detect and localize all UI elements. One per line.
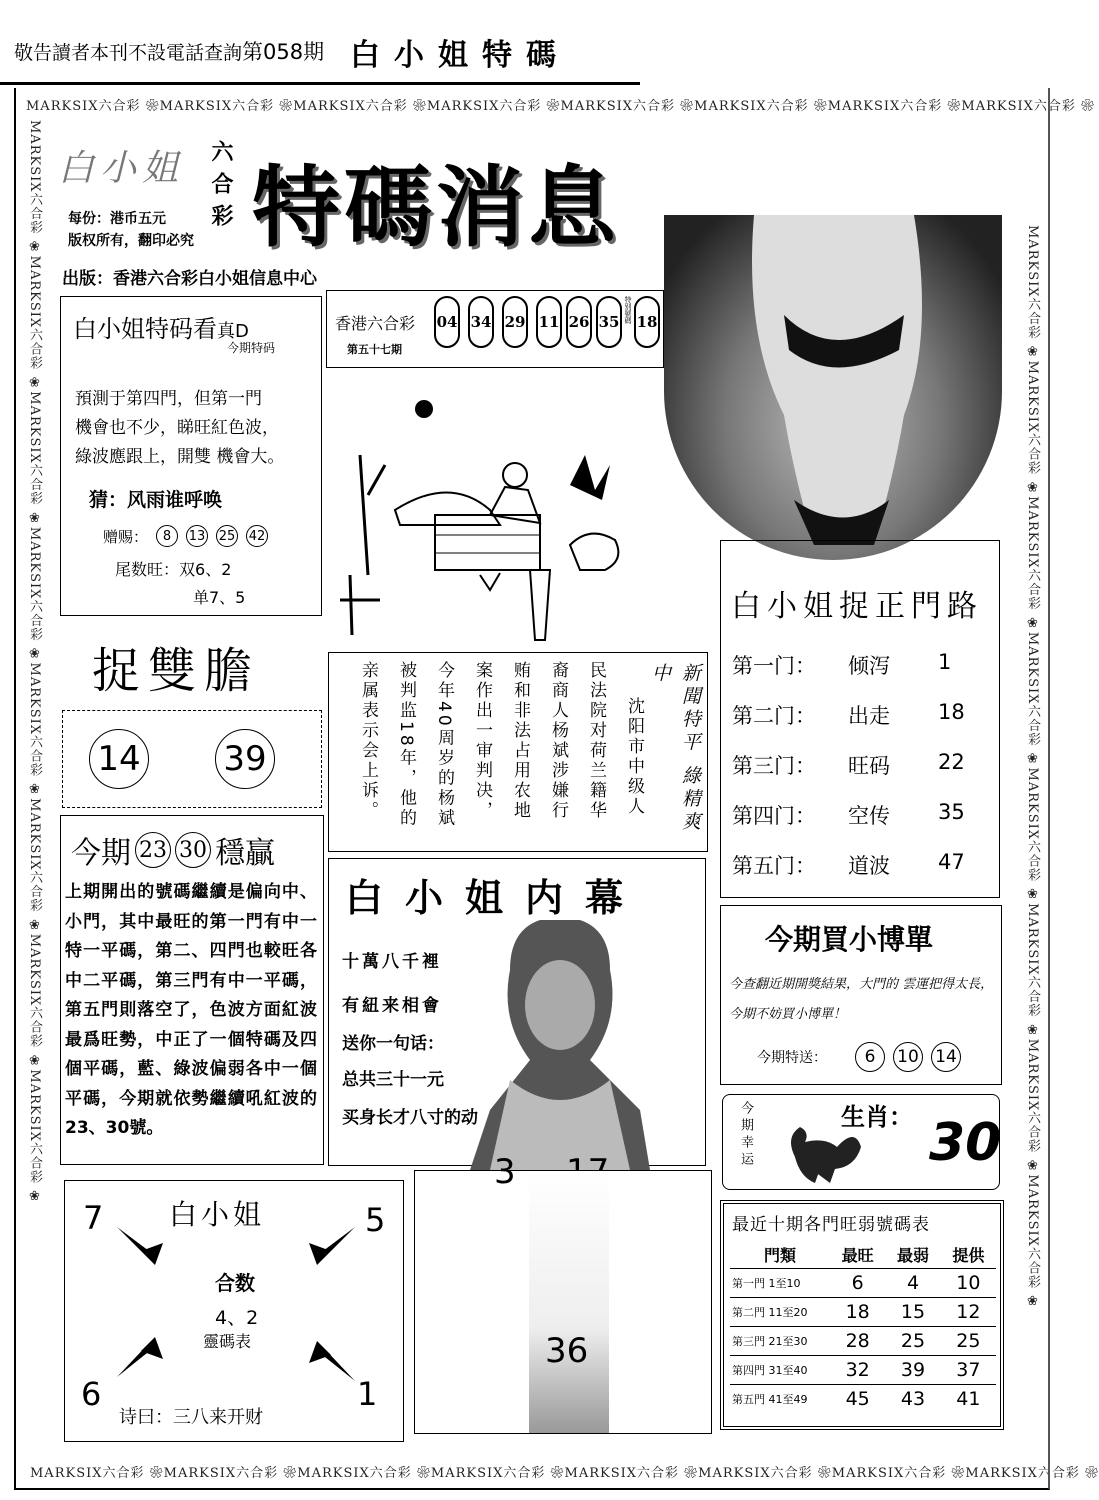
stats-header-row [730,1240,996,1269]
stats-give: 37 [941,1356,996,1385]
rooster-icon [775,1117,865,1187]
stats-door: 第三門 21至30 [730,1327,830,1356]
stats-min: 43 [885,1385,940,1414]
news-column: 案作出一审判决， [472,661,492,821]
inside-title: 白小姐内幕 [345,875,646,920]
door-number: 18 [938,700,965,724]
small-bet-send-label: 今期特送： [757,1050,827,1066]
special-label: 特别號碼 [624,296,632,324]
door-label: 第五门： [732,854,816,878]
compass-corner: 5 [365,1201,386,1239]
tema-prediction [75,385,284,472]
zodiac-lucky: 今期幸运 [738,1101,753,1169]
scene-illustration [340,395,650,645]
stats-row [730,1327,996,1356]
door-row [732,700,965,750]
right-frame-strip: MARKSIX六合彩 ❀MARKSIX六合彩 ❀MARKSIX六合彩 ❀MARKSIX六合彩 ❀MARKSIX六合彩 ❀MARKSIX六合彩 ❀MARKSIX六合彩 ❀MARKSIX六合彩 ❀ [1025,225,1040,1311]
compass-sum-value: 4、2 [215,1307,259,1329]
zodiac-label: 生肖： [841,1103,913,1131]
zodiac-number: 30 [929,1113,1002,1173]
compass-poem: 诗曰：三八来开财 [119,1407,263,1428]
news-column: 裔商人杨斌涉嫌行 [548,661,568,821]
tail-double: 双6、2 [179,560,232,579]
compass-box [64,1180,404,1442]
compass-corner: 1 [357,1375,378,1413]
header-title: 白小姐特碼 [350,38,570,73]
masthead-publisher: 出版：香港六合彩白小姐信息中心 [62,269,317,289]
gift-number: 8 [156,525,178,547]
stats-give: 25 [941,1327,996,1356]
special-ball: 18 [634,296,660,348]
header-rule [640,0,646,82]
stats-title: 最近十期各門旺弱號碼表 [732,1215,930,1235]
lower-photo-number: 36 [545,1331,589,1371]
win-number: 23 [135,832,171,868]
stats-max: 45 [830,1385,885,1414]
stats-door: 第二門 11至20 [730,1298,830,1327]
stats-header: 提供 [952,1245,985,1265]
result-ball: 26 [566,296,592,348]
win-number: 30 [175,832,211,868]
door-label: 第一门： [732,654,816,678]
prediction-line: 預測于第四門，但第一門 [75,389,262,409]
compass-corner: 7 [83,1199,104,1237]
news-column: 亲属表示会上诉。 [358,661,378,821]
result-ball: 34 [468,296,494,348]
stats-give: 41 [941,1385,996,1414]
small-bet-title: 今期買小博單 [765,923,934,956]
tail-single: 单7、5 [193,588,246,607]
result-ball: 04 [434,296,460,348]
doors-title: 白小姐捉正門路 [731,589,983,624]
stats-header: 最旺 [841,1245,874,1265]
left-frame-strip: MARKSIX六合彩 ❀MARKSIX六合彩 ❀MARKSIX六合彩 ❀MARKSIX六合彩 ❀MARKSIX六合彩 ❀MARKSIX六合彩 ❀MARKSIX六合彩 ❀MARKSIX六合彩 ❀ [27,120,42,1206]
doors-list [732,650,965,900]
door-label: 第三门： [732,754,816,778]
small-bet-number: 6 [855,1042,885,1072]
catch-number: 14 [89,729,149,789]
zodiac-box [722,1094,1000,1190]
guess-label: 猜： [89,489,128,511]
small-bet-number: 10 [893,1042,923,1072]
compass-title: 白小姐 [169,1198,266,1231]
inside-line: 十萬八千裡 [342,952,442,972]
door-word: 倾泻 [848,654,890,678]
stats-row [730,1298,996,1327]
prediction-line: 機會也不少，睇旺紅色波， [75,418,279,438]
model-photo [664,215,1002,560]
stats-header: 門類 [763,1245,796,1265]
masthead-big-title: 特碼消息 [252,155,621,259]
masthead-liuhecai: 六合彩 [208,140,233,236]
tema-title: 白小姐特码看 [73,315,217,343]
masthead-price: 每份：港币五元 [68,211,166,227]
inside-photo [470,910,650,1170]
inside-line: 送你一句话： [342,1034,444,1054]
compass-table-label: 靈碼表 [203,1332,252,1351]
stats-give: 10 [941,1269,996,1298]
stats-row [730,1269,996,1298]
compass-corner: 6 [81,1375,102,1413]
results-issue: 第五十七期 [347,343,402,356]
win-body: 上期開出的號碼繼續是偏向中、小門，其中最旺的第一門有中一特一平碼，第二、四門也較旺各中二平碼，第三門有中一平碼，第五門則落空了，色波方面紅波最爲旺勢，中正了一個特碼及四個平碼，藍、綠波偏弱各中一個平碼，今期就依勢繼續吼紅波的23、30號。 [65,882,317,1138]
stats-box [720,1200,1004,1430]
stats-min: 15 [885,1298,940,1327]
inside-lines [342,940,478,1136]
stats-door: 第四門 31至40 [730,1356,830,1385]
stats-max: 18 [830,1298,885,1327]
inside-photo-art [470,910,650,1170]
gift-number: 42 [246,525,268,547]
news-column: 今年40周岁的杨斌 [434,661,454,829]
gift-label: 赠赐： [103,527,149,546]
header-bar [0,0,640,85]
stats-door: 第五門 41至49 [730,1385,830,1414]
stats-min: 4 [885,1269,940,1298]
guess-text: 风雨谁呼唤 [127,489,223,511]
stats-max: 6 [830,1269,885,1298]
catch-number: 39 [215,729,275,789]
small-bet-box [720,905,1002,1085]
door-label: 第二门： [732,704,816,728]
stats-max: 32 [830,1356,885,1385]
scene-drawing [340,395,650,645]
tema-box [60,296,322,616]
gift-number: 25 [216,525,238,547]
result-ball: 35 [596,296,622,348]
inside-line: 买身长才八寸的动 [342,1108,478,1128]
stats-door: 第一門 1至10 [730,1269,830,1298]
news-box [328,652,708,852]
small-bet-number: 14 [931,1042,961,1072]
inside-line: 总共三十一元 [342,1070,444,1090]
win-title-prefix: 今期 [71,836,131,871]
tema-title-suffix: 真D [217,321,249,342]
tema-subtitle: 今期特码 [227,341,276,355]
stats-give: 12 [941,1298,996,1327]
door-number: 35 [938,800,965,824]
header-issue: 第058期 [242,40,325,64]
win-title-suffix: 穩贏 [215,836,275,871]
door-number: 22 [938,750,965,774]
stats-min: 25 [885,1327,940,1356]
masthead-rights: 版权所有，翻印必究 [68,233,194,249]
news-column: 沈阳市中级人 [624,697,644,817]
door-word: 出走 [848,704,890,728]
compass-sum-label: 合数 [215,1271,255,1295]
tail-label: 尾数旺： [115,560,180,579]
stats-header: 最弱 [896,1245,929,1265]
news-column: 民法院对荷兰籍华 [586,661,606,821]
catch-pair-box [62,710,322,808]
door-number: 1 [938,650,952,674]
win-box [60,815,324,1165]
door-word: 道波 [848,854,890,878]
door-word: 空传 [848,804,890,828]
result-ball: 29 [502,296,528,348]
stats-min: 39 [885,1356,940,1385]
results-label: 香港六合彩 [335,314,416,333]
masthead-logo: 白小姐 [58,148,185,189]
door-row [732,850,965,900]
news-column: 贿和非法占用农地 [510,661,530,821]
door-number: 47 [938,850,965,874]
result-ball: 11 [536,296,562,348]
prediction-line: 綠波應跟上，開雙 機會大。 [75,447,285,467]
stats-max: 28 [830,1327,885,1356]
inside-line: 有紐来相會 [342,996,442,1016]
inside-number: 3 [494,1152,516,1192]
stats-table [730,1240,996,1413]
door-word: 旺码 [848,754,890,778]
gift-number: 13 [186,525,208,547]
catch-pair-title: 捉雙膽 [92,643,261,699]
lower-photo-box [414,1170,712,1434]
door-row [732,650,965,700]
stats-row [730,1356,996,1385]
news-column: 被判监18年，他的 [396,661,416,829]
door-row [732,800,965,850]
top-frame-strip: MARKSIX六合彩 ❀MARKSIX六合彩 ❀MARKSIX六合彩 ❀MARKSIX六合彩 ❀MARKSIX六合彩 ❀MARKSIX六合彩 ❀MARKSIX六合彩 ❀MARKSIX六合彩 ❀ [26,99,1096,114]
door-label: 第四门： [732,804,816,828]
news-heading: 新聞特平 綠精爽中 [649,663,701,835]
model-silhouette [664,215,1002,560]
bottom-frame-strip: MARKSIX六合彩 ❀MARKSIX六合彩 ❀MARKSIX六合彩 ❀MARKSIX六合彩 ❀MARKSIX六合彩 ❀MARKSIX六合彩 ❀MARKSIX六合彩 ❀MARKSIX六合彩 ❀ [30,1466,1099,1481]
header-notice: 敬告讀者本刊不設電話查詢 [14,42,243,64]
stats-row [730,1385,996,1414]
small-bet-text: 今查翻近期開獎結果，大門的 雲運把得太長，今期不妨買小博單！ [729,977,994,1022]
door-row [732,750,965,800]
lower-photo [529,1171,609,1433]
